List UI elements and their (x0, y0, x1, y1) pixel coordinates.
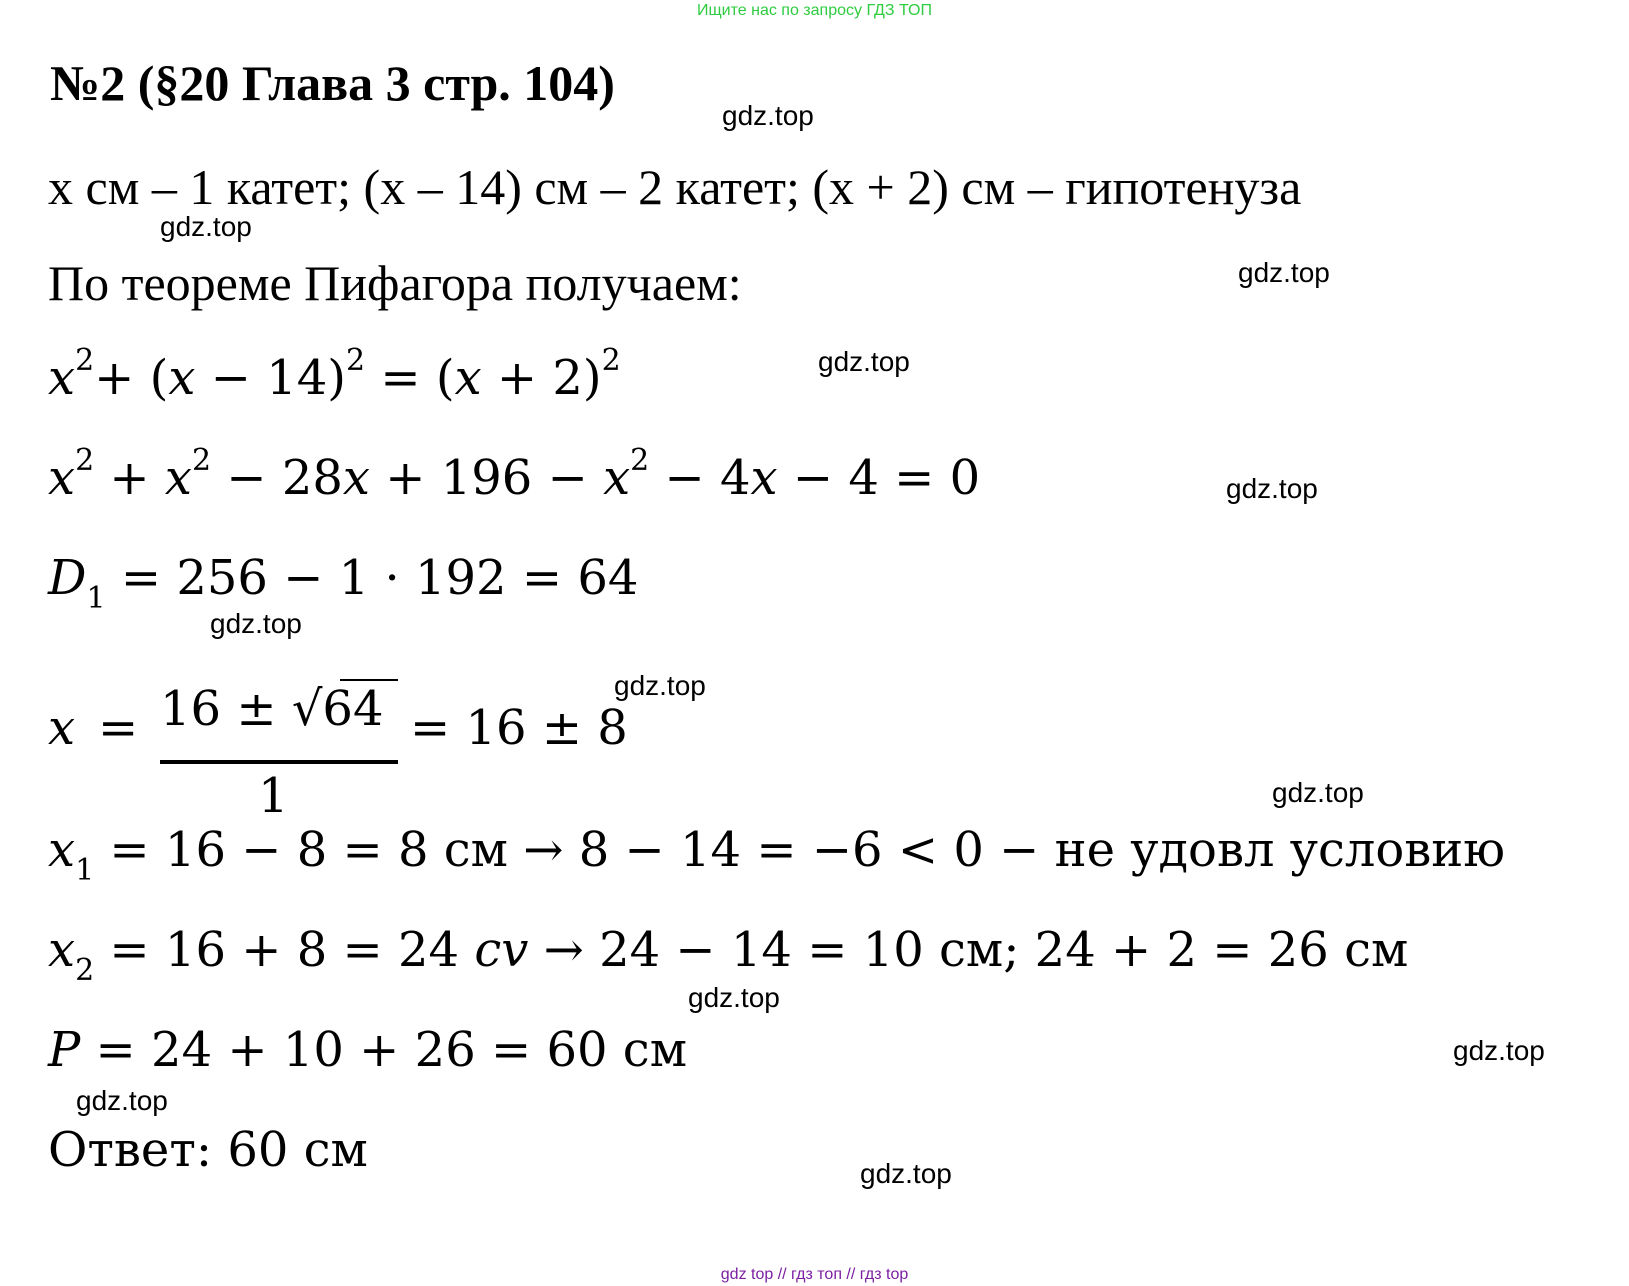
eq2-var-i: x (750, 450, 778, 506)
eq1-part-g: + 2) (481, 350, 602, 406)
eq4-num-part-a: 16 ± √ (160, 681, 323, 737)
promo-banner-top: Ищите нас по запросу ГДЗ ТОП (697, 2, 932, 19)
eq1-var-a: x (48, 350, 76, 406)
promo-banner-bottom: gdz top // гдз топ // гдз top (720, 1266, 909, 1283)
eq5-sub: 1 (75, 853, 95, 888)
eq6-part-d: → 24 − 14 = 10 см; 24 + 2 = 26 см (528, 922, 1409, 978)
eq2-part-d: − 28 (211, 450, 343, 506)
equation-root-2 (48, 922, 1409, 988)
equation-pythagoras (48, 343, 621, 406)
watermark: gdz.top (160, 211, 252, 242)
eq2-part-b: + (94, 450, 165, 506)
eq6-var: x (48, 922, 76, 978)
watermark: gdz.top (818, 346, 910, 377)
answer-line: Ответ: 60 см (48, 1122, 368, 1178)
eq2-var-c: x (164, 450, 192, 506)
equation-perimeter (48, 1022, 688, 1078)
eq3-part-b: = 256 − 1 · 192 = 64 (105, 550, 639, 606)
watermark: gdz.top (210, 608, 302, 639)
watermark: gdz.top (614, 670, 706, 701)
theorem-line: По теореме Пифагора получаем: (48, 255, 742, 311)
watermark: gdz.top (860, 1158, 952, 1189)
page-title: №2 (§20 Глава 3 стр. 104) (50, 55, 615, 111)
eq1-pow-3: 2 (601, 343, 621, 378)
watermark: gdz.top (1238, 257, 1330, 288)
eq4-lhs: x (48, 700, 76, 756)
watermark: gdz.top (76, 1085, 168, 1116)
eq5-var: x (48, 822, 76, 878)
eq2-pow-3: 2 (630, 443, 650, 478)
eq7-var: P (48, 1022, 81, 1078)
eq4-numerator (160, 681, 384, 737)
eq7-part-b: = 24 + 10 + 26 = 60 см (80, 1022, 688, 1078)
watermark: gdz.top (1226, 473, 1318, 504)
sqrt-overline (340, 679, 398, 681)
eq5-part-b: = 16 − 8 = 8 см → 8 − 14 = −6 < 0 − не удовл условию (94, 822, 1506, 878)
eq4-rhs: = 16 ± 8 (410, 700, 628, 756)
eq6-var-cv: cv (474, 922, 529, 978)
eq1-part-e: = ( (365, 350, 455, 406)
eq2-var-g: x (603, 450, 631, 506)
eq6-sub: 2 (75, 953, 95, 988)
eq1-part-b: + ( (94, 350, 169, 406)
eq2-var-e: x (342, 450, 370, 506)
equation-root-1 (48, 822, 1506, 888)
eq3-sub: 1 (86, 581, 106, 616)
eq1-pow-1: 2 (75, 343, 95, 378)
eq2-part-f: + 196 − (369, 450, 604, 506)
definition-line: x см – 1 катет; (x – 14) см – 2 катет; (x + 2) см – гипотенуза (48, 159, 1302, 215)
eq1-var-f: x (454, 350, 482, 406)
eq2-part-j: − 4 = 0 (777, 450, 981, 506)
fraction-bar (160, 760, 398, 764)
eq2-pow-1: 2 (75, 443, 95, 478)
watermark: gdz.top (722, 100, 814, 131)
equation-expanded (48, 443, 981, 506)
eq1-var-c: x (168, 350, 196, 406)
eq4-num-part-b: 64 (322, 681, 384, 737)
watermark: gdz.top (1272, 777, 1364, 808)
watermark: gdz.top (688, 982, 780, 1013)
eq4-equals: = (98, 700, 139, 756)
eq4-denominator: 1 (258, 768, 289, 824)
watermark: gdz.top (1453, 1035, 1545, 1066)
equation-discriminant (48, 550, 639, 616)
eq1-pow-2: 2 (346, 343, 366, 378)
eq2-pow-2: 2 (191, 443, 212, 478)
eq2-part-h: − 4 (649, 450, 751, 506)
eq6-part-b: = 16 + 8 = 24 (94, 922, 475, 978)
eq1-part-d: − 14) (195, 350, 346, 406)
eq2-var-a: x (48, 450, 76, 506)
eq3-var-d: D (48, 550, 87, 606)
